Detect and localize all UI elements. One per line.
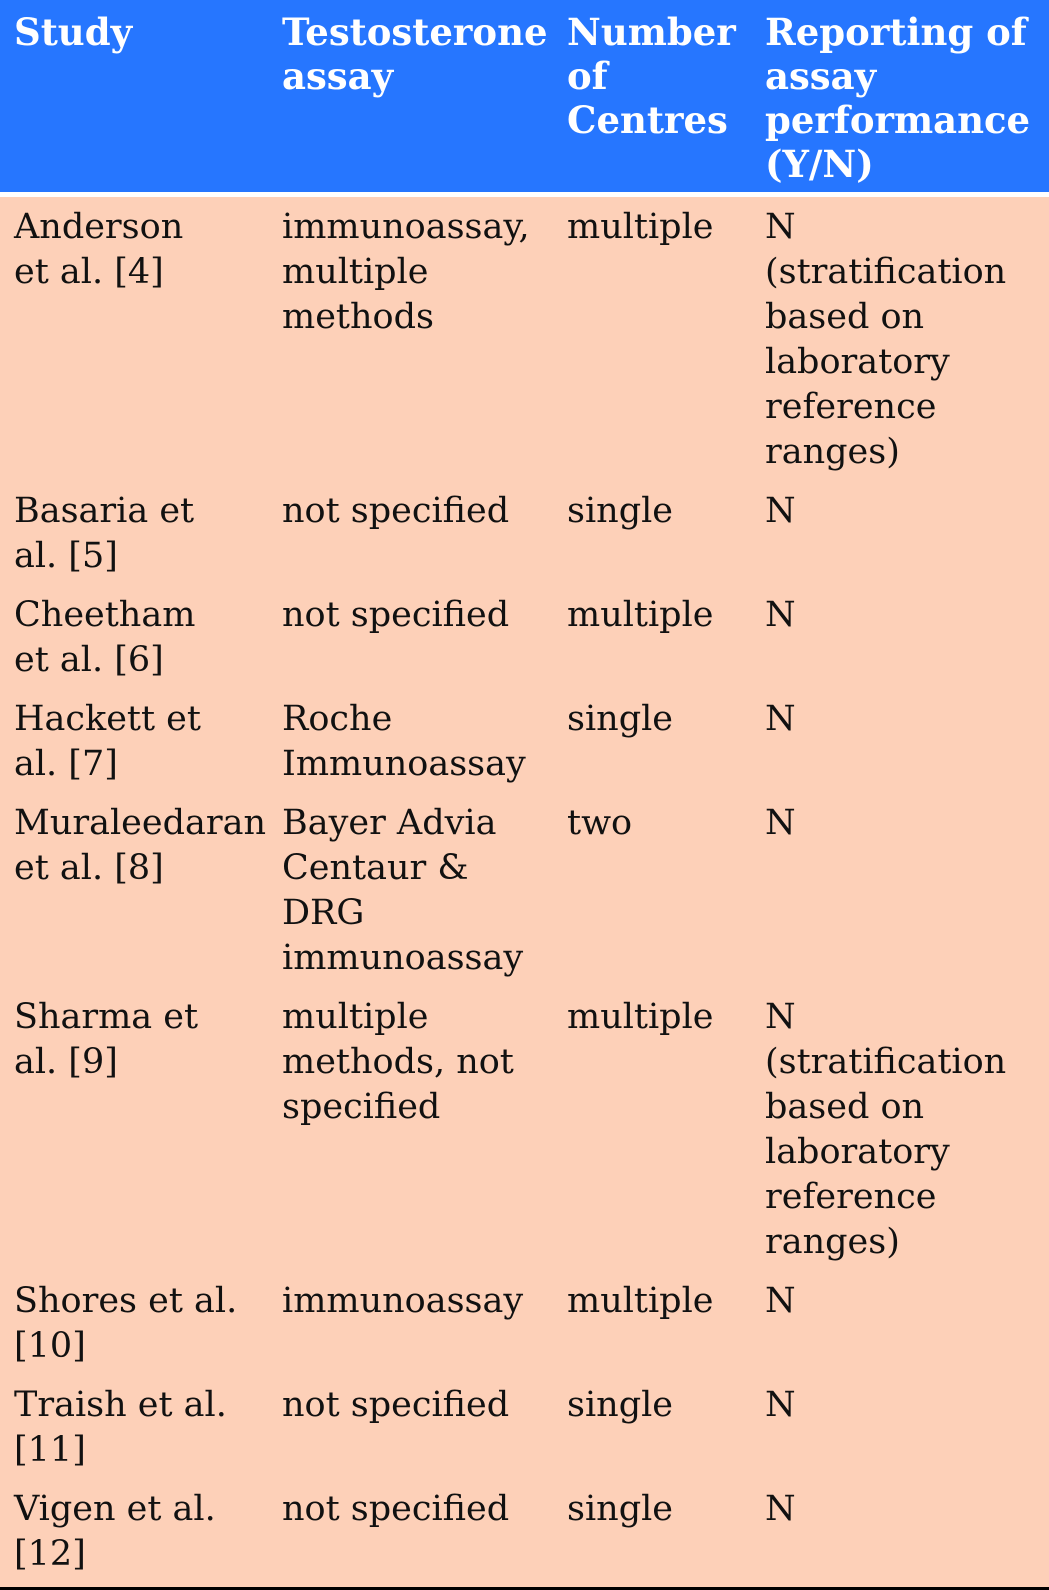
table-body [0, 195, 1049, 1588]
header-row [0, 0, 1049, 195]
cell-centres: multiple [567, 207, 714, 247]
cell-reporting: N [765, 1385, 796, 1425]
cell-study: Sharma et al. [9] [14, 997, 199, 1082]
cell-reporting: N [765, 491, 796, 531]
table-row [0, 987, 1049, 1271]
cell-study: Cheetham et al. [6] [14, 595, 196, 680]
header-reporting-assay-performance: Reporting of assay performance (Y/N) [751, 0, 1049, 195]
cell-study: Hackett et al. [7] [14, 699, 201, 784]
cell-reporting: N (stratification based on laboratory reference ranges) [765, 207, 1007, 472]
cell-centres: single [567, 1489, 674, 1529]
cell-centres: multiple [567, 1281, 714, 1321]
cell-assay: immunoassay, multiple methods [282, 207, 530, 337]
cell-assay: multiple methods, not specified [282, 997, 514, 1127]
table-row [0, 1375, 1049, 1479]
cell-reporting: N [765, 1281, 796, 1321]
cell-study: Vigen et al. [12] [14, 1489, 216, 1574]
cell-assay: not specified [282, 1385, 510, 1425]
cell-centres: single [567, 1385, 674, 1425]
table-row [0, 793, 1049, 987]
header-number-of-centres: Number of Centres [553, 0, 751, 195]
table-row [0, 195, 1049, 482]
table-row [0, 585, 1049, 689]
cell-reporting: N [765, 699, 796, 739]
cell-assay: not specified [282, 491, 510, 531]
table-row [0, 481, 1049, 585]
cell-reporting: N [765, 595, 796, 635]
cell-study: Anderson et al. [4] [14, 207, 184, 292]
cell-reporting: N [765, 1489, 796, 1529]
table-row [0, 1271, 1049, 1375]
cell-assay: not specified [282, 595, 510, 635]
cell-study: Traish et al. [11] [14, 1385, 227, 1470]
cell-centres: multiple [567, 595, 714, 635]
cell-study: Muraleedaran et al. [8] [14, 803, 267, 888]
cell-assay: Roche Immunoassay [282, 699, 526, 784]
cell-centres: single [567, 699, 674, 739]
cell-centres: multiple [567, 997, 714, 1037]
cell-assay: immunoassay [282, 1281, 524, 1321]
header-study: Study [0, 0, 268, 195]
table-header [0, 0, 1049, 195]
table-row [0, 1479, 1049, 1587]
cell-assay: Bayer Advia Centaur & DRG immunoassay [282, 803, 524, 978]
cell-assay: not specified [282, 1489, 510, 1529]
table-row [0, 689, 1049, 793]
cell-centres: single [567, 491, 674, 531]
cell-reporting: N (stratification based on laboratory reference ranges) [765, 997, 1007, 1262]
cell-study: Shores et al. [10] [14, 1281, 238, 1366]
cell-reporting: N [765, 803, 796, 843]
header-testosterone-assay: Testosterone assay [268, 0, 553, 195]
cell-study: Basaria et al. [5] [14, 491, 195, 576]
cell-centres: two [567, 803, 633, 843]
